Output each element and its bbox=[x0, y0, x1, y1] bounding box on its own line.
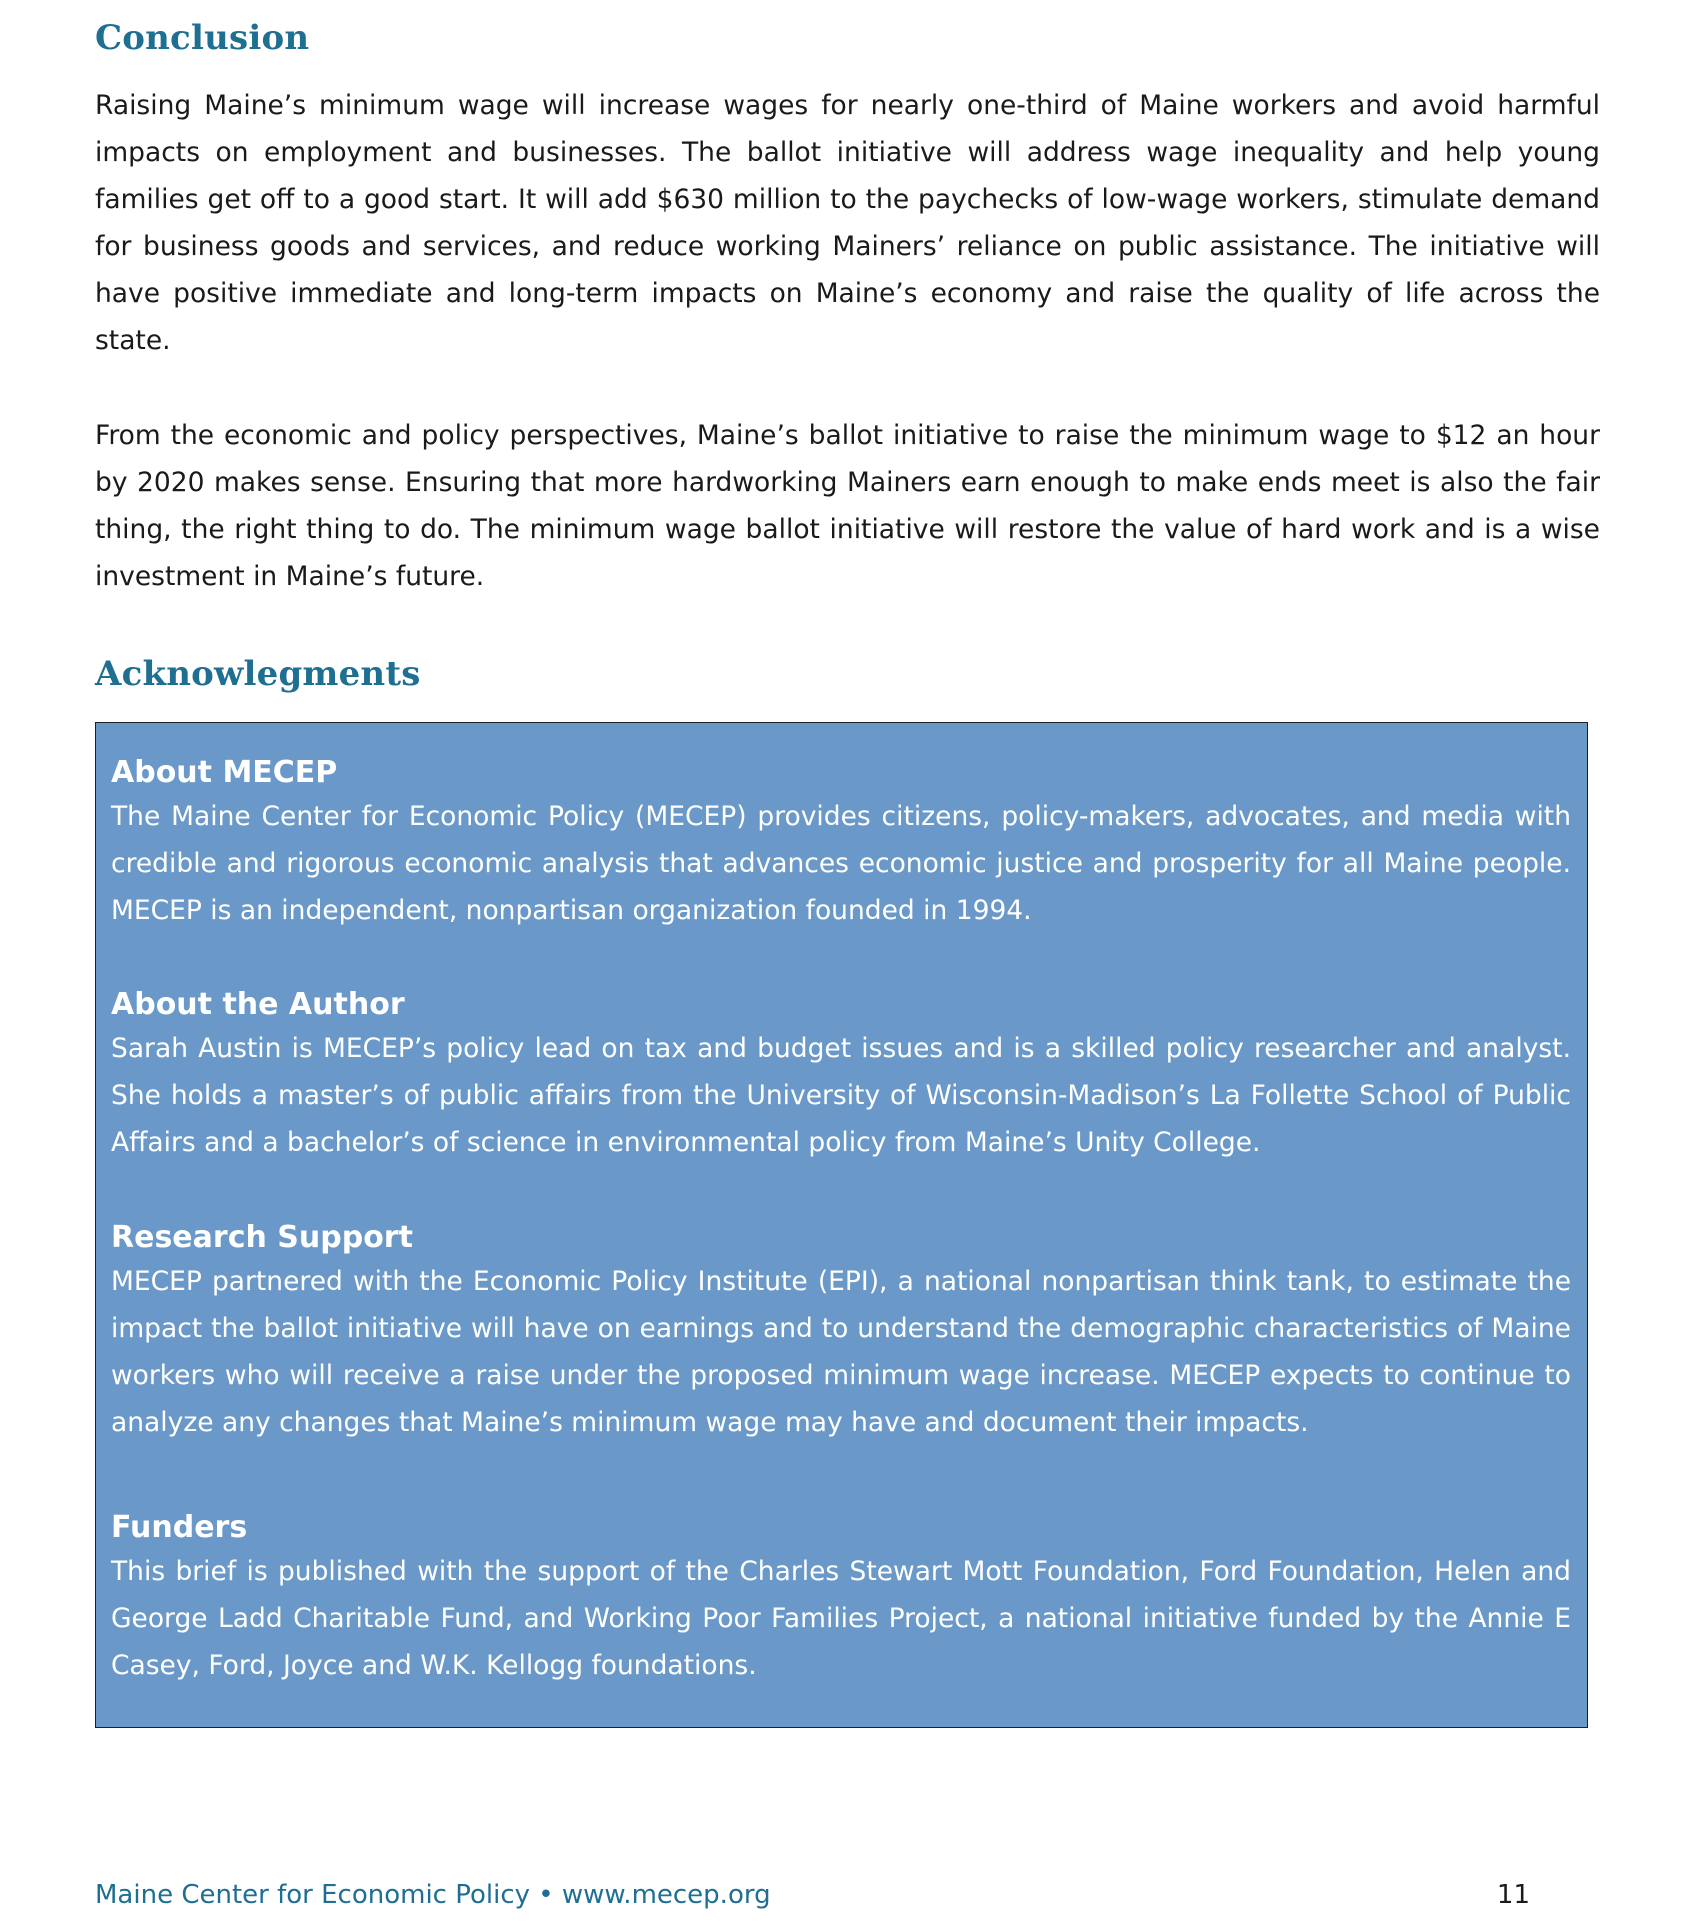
ack-section-text: Sarah Austin is MECEP’s policy lead on tax and budget issues and is a skilled policy researcher and analyst. She holds a master’s of public affairs from the University of Wisconsin-Madison’s La Follette School of Public Affairs and a bachelor’s of science in environmental policy from Maine’s Unity College. bbox=[111, 1033, 1571, 1158]
ack-section-text: MECEP partnered with the Economic Policy Institute (EPI), a national nonpartisan think tank, to estimate the impact the ballot initiative will have on earnings and to understand the demographic characteristics of Maine workers who will receive a raise under the proposed minimum wage increase. MECEP expects to continue to analyze any changes that Maine’s minimum wage may have and document their impacts. bbox=[111, 1266, 1571, 1438]
footer-organization: Maine Center for Economic Policy • www.mecep.org bbox=[95, 1880, 771, 1910]
conclusion-paragraph-2: From the economic and policy perspectives, Maine’s ballot initiative to raise the minimum wage to $12 an hour by 2020 makes sense. Ensuring that more hardworking Mainers earn enough to make ends meet is also the fair thing, the right thing to do. The minimum wage ballot initiative will restore the value of hard work and is a wise investment in Maine’s future. bbox=[95, 420, 1600, 592]
ack-section-research-support bbox=[111, 1218, 1571, 1446]
page-number: 11 bbox=[1496, 1880, 1530, 1910]
ack-section-text: The Maine Center for Economic Policy (MECEP) provides citizens, policy-makers, advocates, and media with credible and rigorous economic analysis that advances economic justice and prosperity for all Maine people. MECEP is an independent, nonpartisan organization founded in 1994. bbox=[111, 801, 1571, 926]
conclusion-paragraph-1: Raising Maine’s minimum wage will increase wages for nearly one-third of Maine workers and avoid harmful impacts on employment and businesses. The ballot initiative will address wage inequality and help young families get off to a good start. It will add $630 million to the paychecks of low-wage workers, stimulate demand for business goods and services, and reduce working Mainers’ reliance on public assistance. The initiative will have positive immediate and long-term impacts on Maine’s economy and raise the quality of life across the state. bbox=[95, 90, 1600, 356]
ack-section-text: This brief is published with the support of the Charles Stewart Mott Foundation, Ford Foundation, Helen and George Ladd Charitable Fund, and Working Poor Families Project, a national initiative funded by the Annie E Casey, Ford, Joyce and W.K. Kellogg foundations. bbox=[111, 1556, 1571, 1681]
ack-section-title: About the Author bbox=[111, 987, 405, 1022]
ack-section-funders bbox=[111, 1508, 1571, 1689]
conclusion-heading: Conclusion bbox=[95, 18, 310, 58]
acknowledgments-box bbox=[95, 722, 1588, 1728]
ack-section-title: Research Support bbox=[111, 1220, 413, 1255]
ack-section-about-mecep bbox=[111, 753, 1571, 934]
acknowledgments-heading: Acknowlegments bbox=[95, 654, 421, 694]
ack-section-title: Funders bbox=[111, 1510, 248, 1545]
ack-section-about-author bbox=[111, 985, 1571, 1166]
ack-section-title: About MECEP bbox=[111, 755, 338, 790]
